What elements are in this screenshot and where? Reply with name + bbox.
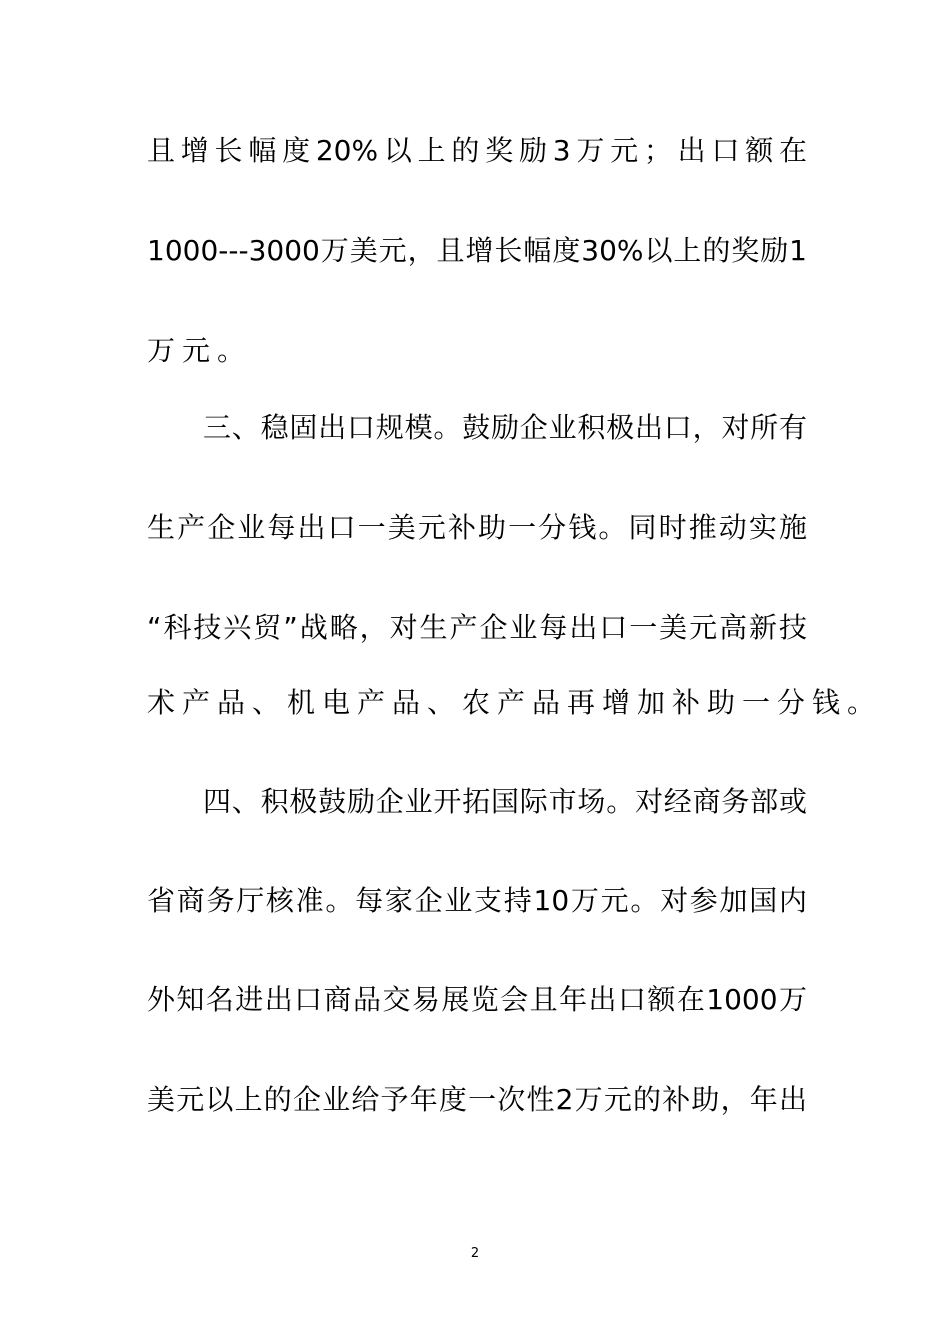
text-line: “科技兴贸”战略，对生产企业每出口一美元高新技 — [147, 611, 807, 644]
text-line: 1000---3000万美元，且增长幅度30%以上的奖励1 — [147, 234, 807, 267]
text-line: 外知名进出口商品交易展览会且年出口额在1000万 — [147, 983, 807, 1016]
text-line: 万元。 — [147, 334, 253, 367]
text-line: 且增长幅度20%以上的奖励3万元；出口额在 — [147, 134, 807, 167]
text-line: 美元以上的企业给予年度一次性2万元的补助，年出 — [147, 1083, 807, 1116]
text-line: 生产企业每出口一美元补助一分钱。同时推动实施 — [147, 511, 807, 544]
text-line: 术产品、机电产品、农产品再增加补助一分钱。 — [147, 686, 883, 719]
paragraph-start-line: 四、积极鼓励企业开拓国际市场。对经商务部或 — [203, 785, 807, 818]
paragraph-start-line: 三、稳固出口规模。鼓励企业积极出口，对所有 — [203, 411, 807, 444]
page-number: 2 — [470, 1246, 480, 1261]
text-line: 省商务厅核准。每家企业支持10万元。对参加国内 — [147, 884, 807, 917]
